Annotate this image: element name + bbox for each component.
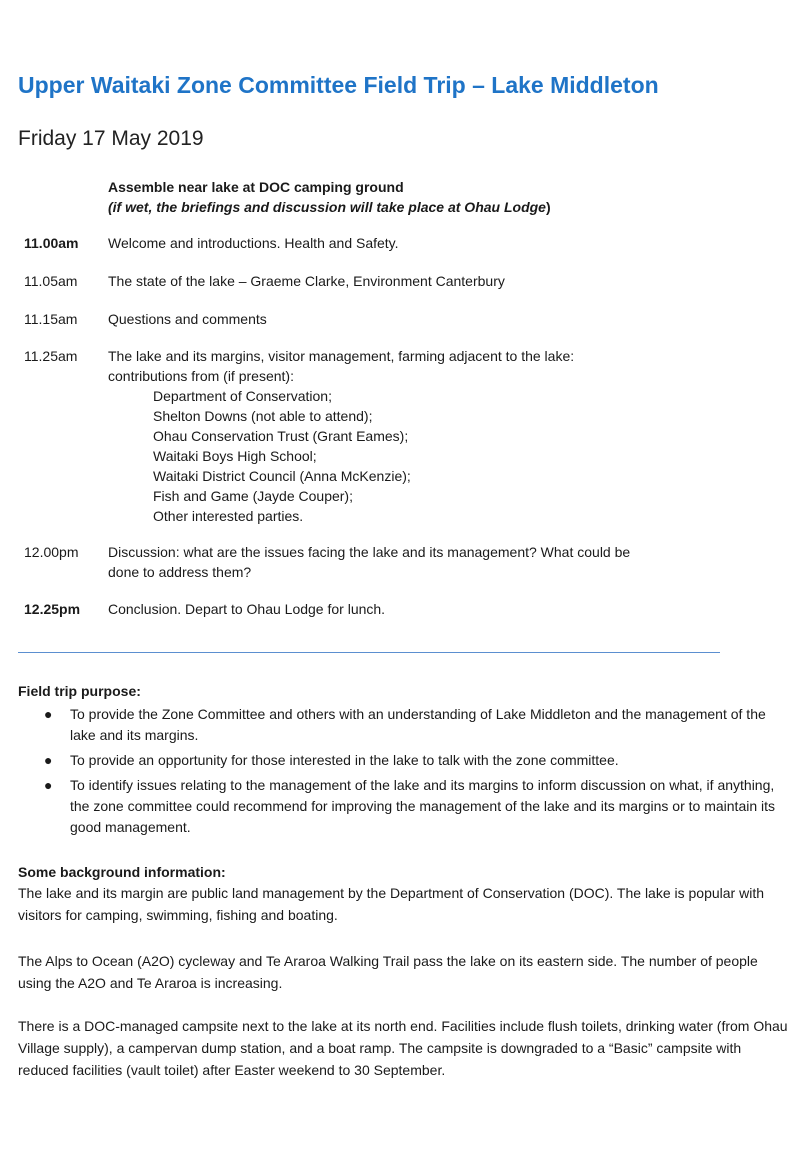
purpose-list — [18, 704, 788, 842]
purpose-item-text: To provide an opportunity for those interested in the lake to talk with the zone committee. — [70, 752, 619, 768]
bullet-icon: ● — [44, 752, 53, 768]
schedule-text-block — [108, 346, 708, 526]
document-title: Upper Waitaki Zone Committee Field Trip – Lake Middleton — [18, 72, 659, 98]
schedule-text: Questions and comments — [108, 311, 267, 327]
wet-weather-note-close: ) — [545, 199, 551, 215]
purpose-item — [18, 704, 788, 746]
purpose-item — [18, 775, 788, 838]
event-date: Friday 17 May 2019 — [18, 127, 204, 150]
contributor-item: Waitaki District Council (Anna McKenzie); — [153, 468, 411, 484]
contributor-list — [108, 386, 708, 526]
contributor-item: Shelton Downs (not able to attend); — [153, 408, 373, 424]
purpose-heading: Field trip purpose: — [18, 683, 141, 699]
schedule-text: The state of the lake – Graeme Clarke, Environment Canterbury — [108, 273, 505, 289]
schedule-time: 11.00am — [24, 235, 79, 251]
purpose-item — [18, 750, 788, 771]
contributor-item: Other interested parties. — [153, 508, 304, 524]
background-paragraph: The Alps to Ocean (A2O) cycleway and Te Araroa Walking Trail pass the lake on its eastern side. The number of people using the A2O and Te Araroa is increasing. — [18, 953, 758, 991]
wet-weather-note: (if wet, the briefings and discussion will take place at Ohau Lodge — [108, 199, 546, 215]
schedule-time: 11.25am — [24, 348, 78, 364]
bullet-icon: ● — [44, 706, 53, 722]
contributor-item: Waitaki Boys High School; — [153, 448, 317, 464]
schedule-text: Discussion: what are the issues facing the lake and its management? What could be — [108, 544, 631, 560]
schedule-time: 11.15am — [24, 311, 78, 327]
bullet-icon: ● — [44, 777, 53, 793]
purpose-item-text: To provide the Zone Committee and others with an understanding of Lake Middleton and the management of the lake and its margins. — [70, 706, 766, 743]
section-divider — [18, 652, 720, 653]
schedule-time: 12.00pm — [24, 544, 79, 560]
schedule-text: Conclusion. Depart to Ohau Lodge for lunch. — [108, 601, 386, 617]
schedule-text-block — [108, 542, 708, 582]
assembly-note — [108, 177, 551, 217]
schedule-time: 11.05am — [24, 273, 78, 289]
contributor-item: Fish and Game (Jayde Couper); — [153, 488, 353, 504]
schedule-time: 12.25pm — [24, 601, 81, 617]
schedule-text-continued: contributions from (if present): — [108, 368, 294, 384]
schedule-text: The lake and its margins, visitor management, farming adjacent to the lake: — [108, 348, 575, 364]
schedule-text-continued: done to address them? — [108, 564, 252, 580]
assembly-location: Assemble near lake at DOC camping ground — [108, 179, 404, 195]
contributor-item: Ohau Conservation Trust (Grant Eames); — [153, 428, 409, 444]
purpose-item-text: To identify issues relating to the management of the lake and its margins to inform discussion on what, if anything, the zone committee could recommend for improving the management of the lake and its margins or to maintain its good management. — [70, 777, 776, 835]
background-paragraph: There is a DOC-managed campsite next to the lake at its north end. Facilities include flush toilets, drinking water (from Ohau Village supply), a campervan dump station, and a boat ramp. The campsite is downgraded to a “Basic” campsite with reduced facilities (vault toilet) after Easter weekend to 30 September. — [18, 1018, 788, 1078]
contributor-item: Department of Conservation; — [153, 388, 332, 404]
schedule-text: Welcome and introductions. Health and Safety. — [108, 235, 399, 251]
background-heading: Some background information: — [18, 864, 226, 880]
background-paragraph: The lake and its margin are public land management by the Department of Conservation (DOC). The lake is popular with visitors for camping, swimming, fishing and boating. — [18, 885, 765, 923]
